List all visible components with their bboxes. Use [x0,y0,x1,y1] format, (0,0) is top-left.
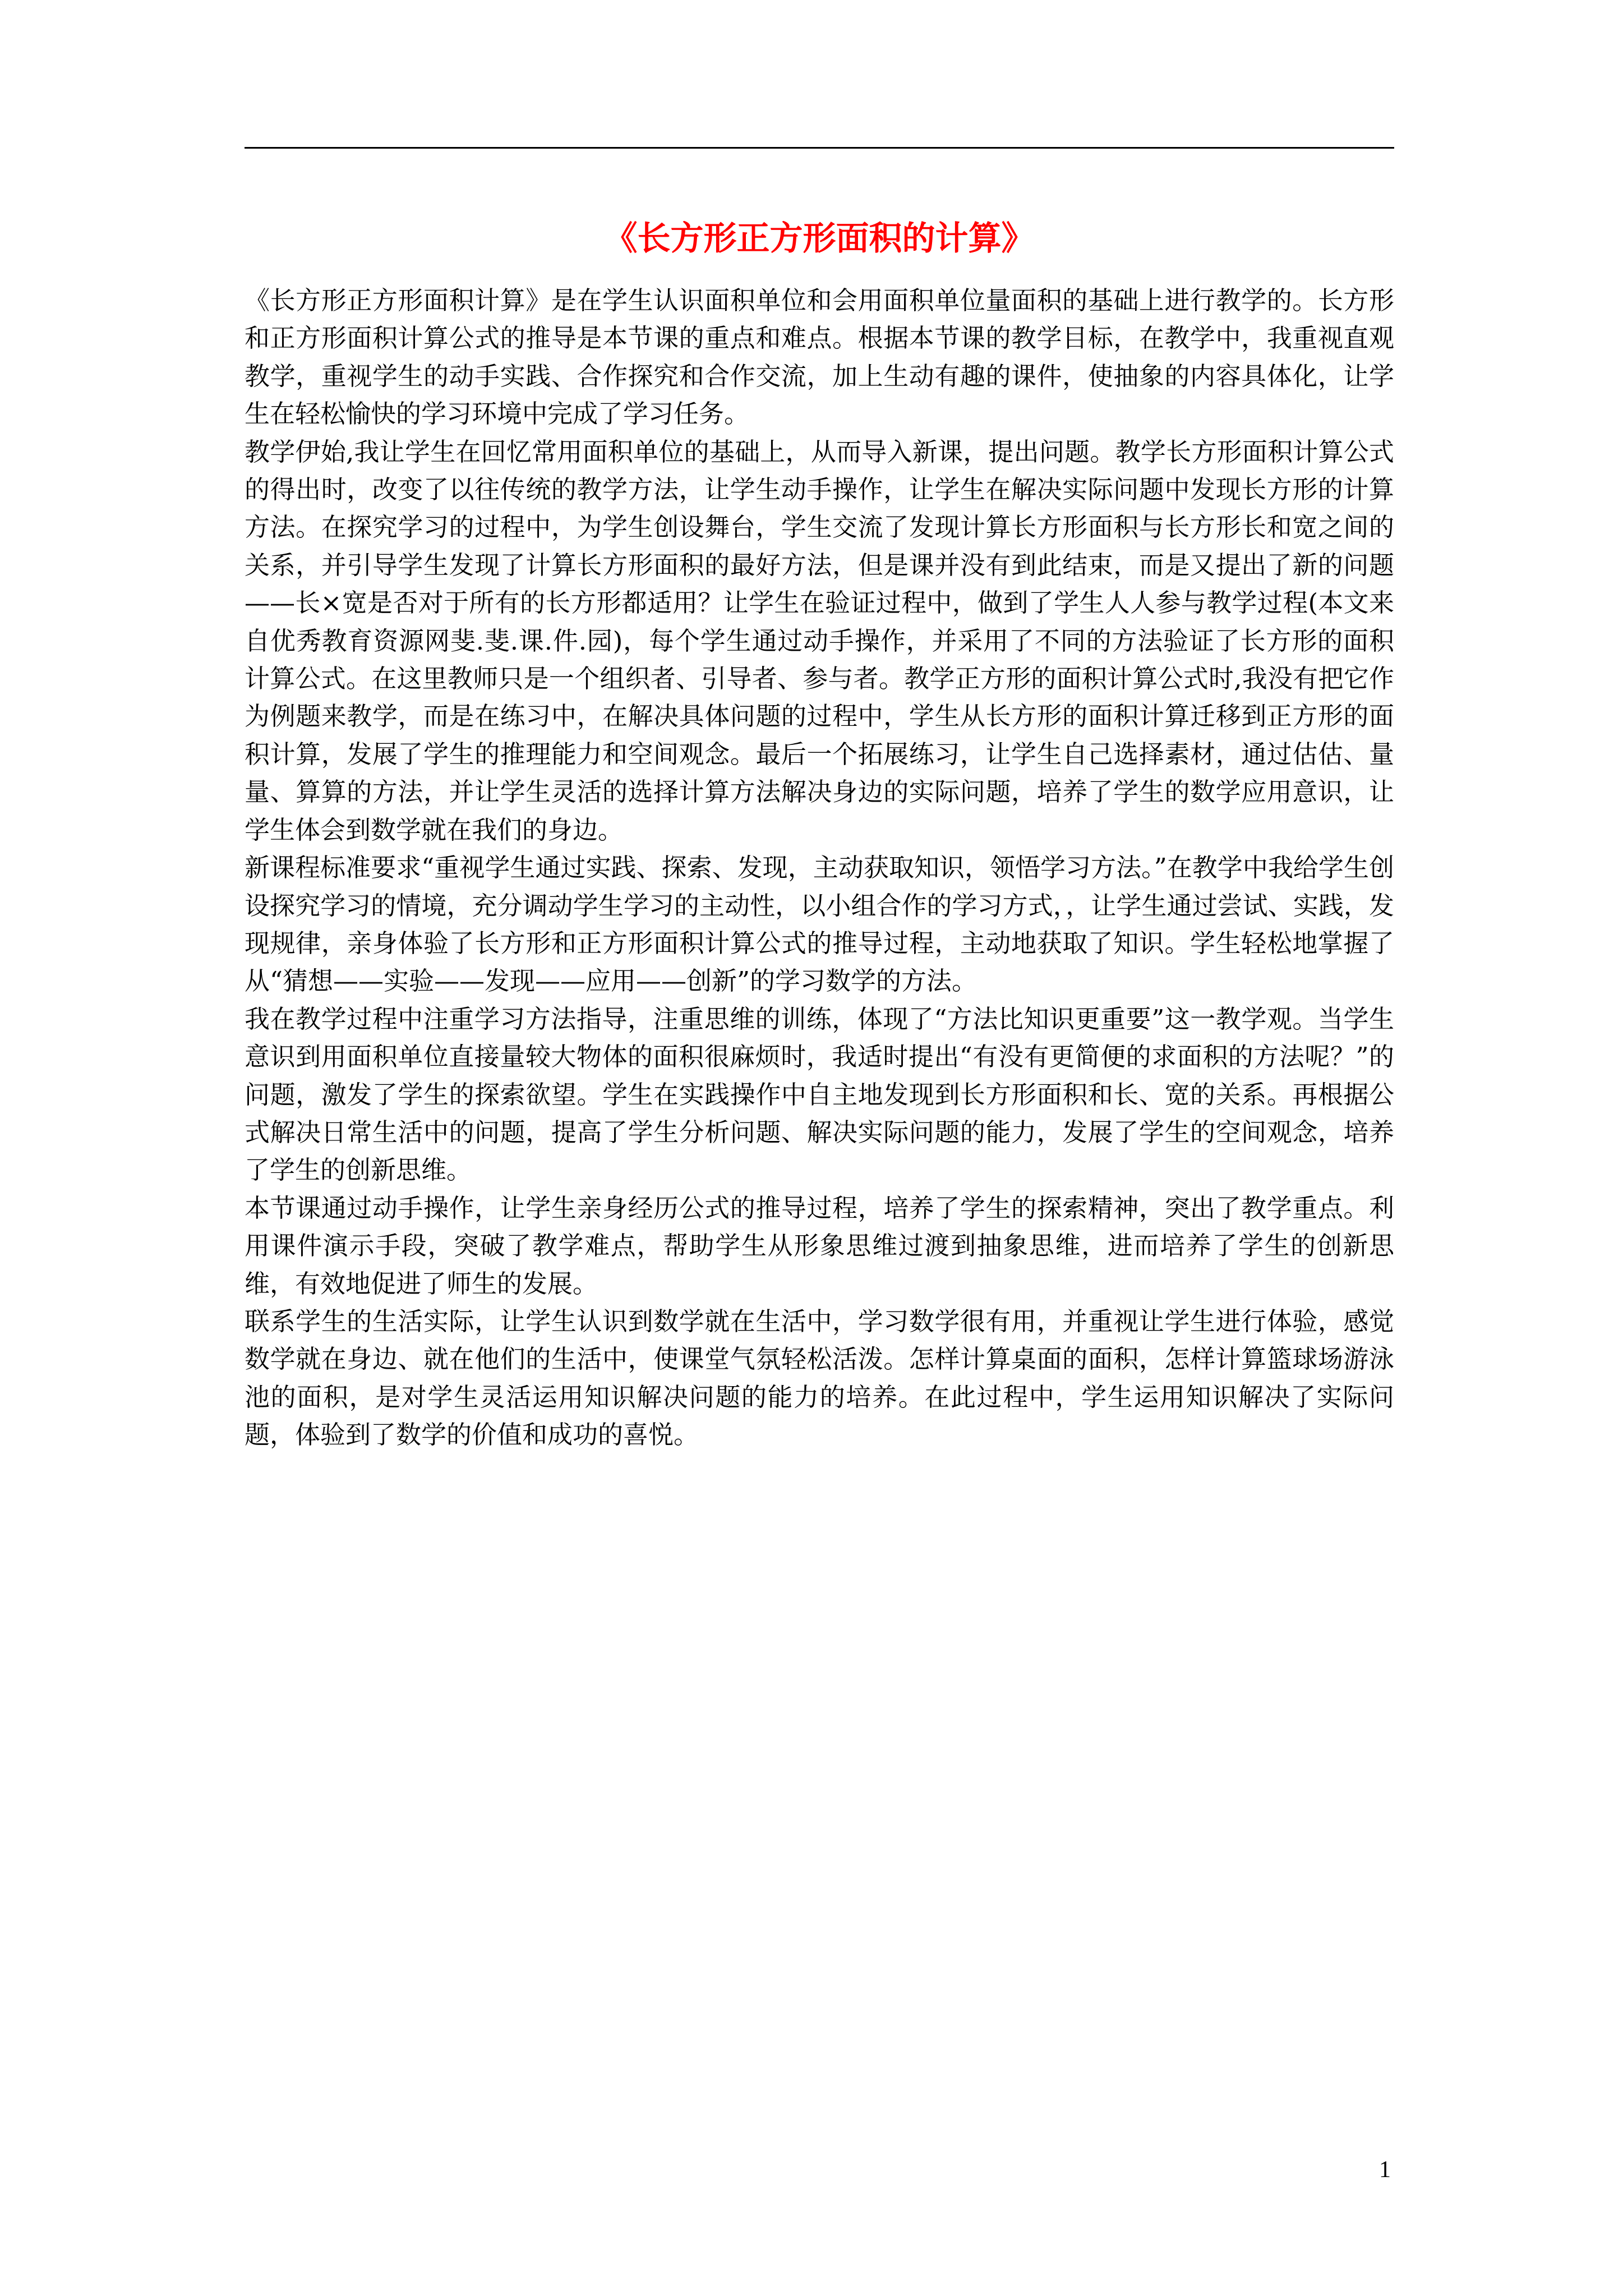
paragraph-method-guidance: 我在教学过程中注重学习方法指导，注重思维的训练，体现了“方法比知识更重要”这一教学观。当学生意识到用面积单位直接量较大物体的面积很麻烦时，我适时提出“有没有更简便的求面积的方法呢？”的问题，激发了学生的探索欲望。学生在实践操作中自主地发现到长方形面积和长、宽的关系。再根据公式解决日常生活中的问题，提高了学生分析问题、解决实际问题的能力，发展了学生的空间观念，培养了学生的创新思维。 [245,1004,1394,1185]
paragraph-curriculum-standard: 新课程标准要求“重视学生通过实践、探索、发现，主动获取知识，领悟学习方法。”在教学中我给学生创设探究学习的情境，充分调动学生学习的主动性，以小组合作的学习方式，，让学生通过尝试、实践，发现规律，亲身体验了长方形和正方形面积计算公式的推导过程，主动地获取了知识。学生轻松地掌握了从“猜想——实验——发现——应用——创新”的学习数学的方法。 [245,853,1394,996]
page-number: 1 [1379,2157,1391,2183]
paragraph-teaching-process: 教学伊始,我让学生在回忆常用面积单位的基础上，从而导入新课，提出问题。教学长方形面积计算公式的得出时，改变了以往传统的教学方法，让学生动手操作，让学生在解决实际问题中发现长方形的计算方法。在探究学习的过程中，为学生创设舞台，学生交流了发现计算长方形面积与长方形长和宽之间的关系，并引导学生发现了计算长方形面积的最好方法，但是课并没有到此结束，而是又提出了新的问题——长×宽是否对于所有的长方形都适用？让学生在验证过程中，做到了学生人人参与教学过程(本文来自优秀教育资源网斐.斐.课.件.园)，每个学生通过动手操作，并采用了不同的方法验证了长方形的面积计算公式。在这里教师只是一个组织者、引导者、参与者。教学正方形的面积计算公式时,我没有把它作为例题来教学，而是在练习中，在解决具体问题的过程中，学生从长方形的面积计算迁移到正方形的面积计算，发展了学生的推理能力和空间观念。最后一个拓展练习，让学生自己选择素材，通过估估、量量、算算的方法，并让学生灵活的选择计算方法解决身边的实际问题，培养了学生的数学应用意识，让学生体会到数学就在我们的身边。 [245,436,1394,845]
paragraph-hands-on: 本节课通过动手操作，让学生亲身经历公式的推导过程，培养了学生的探索精神，突出了教学重点。利用课件演示手段，突破了教学难点，帮助学生从形象思维过渡到抽象思维，进而培养了学生的创新思维，有效地促进了师生的发展。 [245,1193,1394,1299]
document-body [245,282,1394,1454]
header-rule [245,147,1394,149]
document-title: 《长方形正方形面积的计算》 [604,219,1035,257]
paragraph-real-life: 联系学生的生活实际，让学生认识到数学就在生活中，学习数学很有用，并重视让学生进行体验，感觉数学就在身边、就在他们的生活中，使课堂气氛轻松活泼。怎样计算桌面的面积，怎样计算篮球场游泳池的面积，是对学生灵活运用知识解决问题的能力的培养。在此过程中，学生运用知识解决了实际问题，体验到了数学的价值和成功的喜悦。 [245,1306,1394,1450]
paragraph-intro: 《长方形正方形面积计算》是在学生认识面积单位和会用面积单位量面积的基础上进行教学的。长方形和正方形面积计算公式的推导是本节课的重点和难点。根据本节课的教学目标，在教学中，我重视直观教学，重视学生的动手实践、合作探究和合作交流，加上生动有趣的课件，使抽象的内容具体化，让学生在轻松愉快的学习环境中完成了学习任务。 [245,286,1394,429]
